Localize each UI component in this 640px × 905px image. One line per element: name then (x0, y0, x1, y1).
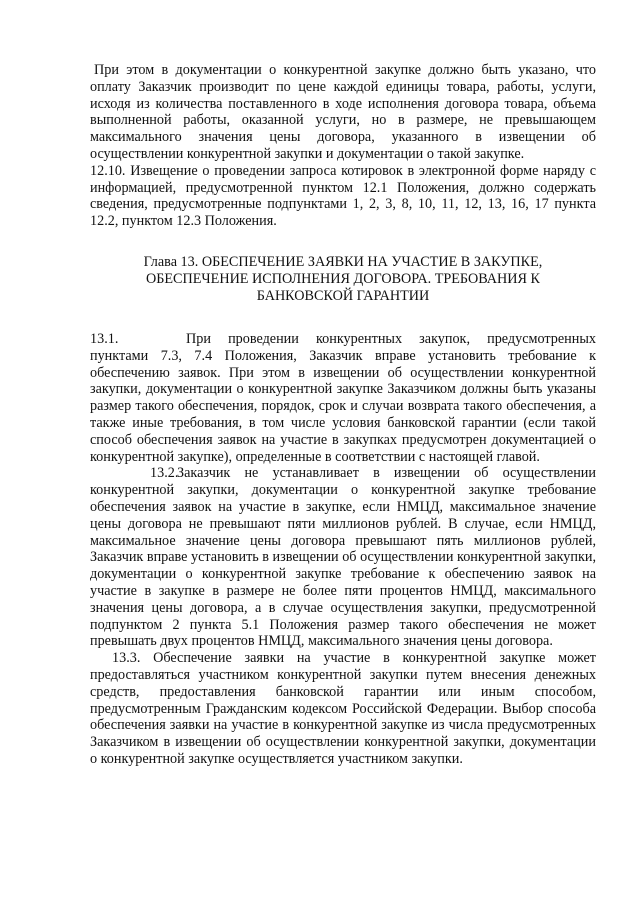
heading-line-1: Глава 13. ОБЕСПЕЧЕНИЕ ЗАЯВКИ НА УЧАСТИЕ В ЗАКУПКЕ, (143, 253, 543, 270)
clause-13-3: 13.3. Обеспечение заявки на участие в конкурентной закупке может предоставляться участником конкурентной закупки путем внесения денежных средств, предоставления банковской гарантии или иным способом, предусмотренным Гражданским кодексом Российской Федерации. Выбор способа обеспечения заявки на участие в конкурентной закупке из числа предусмотренных Заказчиком в извещении об осуществлении конкурентной закупки, документации о конкурентной закупке осуществляется участником закупки. (90, 650, 596, 767)
paragraph-intro: При этом в документации о конкурентной закупке должно быть указано, что оплату Заказчик производит по цене каждой единицы товара, работы, услуги, исходя из количества поставленного в ходе исполнения договора товара, объема выполненной работы, оказанной услуги, но в размере, не превышающем максимального значения цены договора, указанного в извещении об осуществлении конкурентной закупки и документации о такой закупке. (90, 62, 596, 162)
heading-line-2: ОБЕСПЕЧЕНИЕ ИСПОЛНЕНИЯ ДОГОВОРА. ТРЕБОВАНИЯ К (146, 270, 540, 287)
clause-13-1 (90, 331, 596, 465)
clause-13-1-number: 13.1. (90, 330, 119, 347)
chapter-13-heading (90, 254, 596, 305)
paragraph-12-10: 12.10. Извещение о проведении запроса котировок в электронной форме наряду с информацией, предусмотренной пунктом 12.1 Положения, должно содержать сведения, предусмотренные подпунктами 1, 2, 3, 8, 10, 11, 12, 13, 16, 17 пункта 12.2, пунктом 12.3 Положения. (90, 162, 596, 230)
clause-13-2-number: 13.2. (150, 465, 179, 482)
clause-13-2 (90, 465, 596, 650)
heading-line-3: БАНКОВСКОЙ ГАРАНТИИ (256, 287, 430, 304)
document-page (90, 62, 596, 768)
clause-13-2-text: Заказчик не устанавливает в извещении об осуществлении конкурентной закупки, документации о конкурентной закупке требование обеспечения заявок на участие в закупке, если НМЦД, максимальное значение цены договора не превышают пяти миллионов рублей. В случае, если НМЦД, максимальное значение цены договора превышают пять миллионов рублей, Заказчик вправе установить в извещении об осуществлении конкурентной закупки, документации о конкурентной закупке требование к обеспечению заявок на участие в закупке в размере не более пяти процентов НМЦД, максимального значения цены договора, а в случае осуществления закупки, предусмотренной подпунктом 2 пункта 5.1 Положения размер такого обеспечения не может превышать двух процентов НМЦД, максимального значения цены договора. (90, 465, 596, 650)
clause-13-1-text: При проведении конкурентных закупок, предусмотренных пунктами 7.3, 7.4 Положения, Заказчик вправе установить требование к обеспечению заявок. При этом в извещении об осуществлении конкурентной закупки, документации о конкурентной закупке Заказчиком должны быть указаны размер такого обеспечения, порядок, срок и случаи возврата такого обеспечения, а также иные требования, в том числе условия банковской гарантии (если такой способ обеспечения заявок на участие в закупках предусмотрен документацией о конкурентной закупке), определенные в соответствии с настоящей главой. (90, 330, 596, 465)
